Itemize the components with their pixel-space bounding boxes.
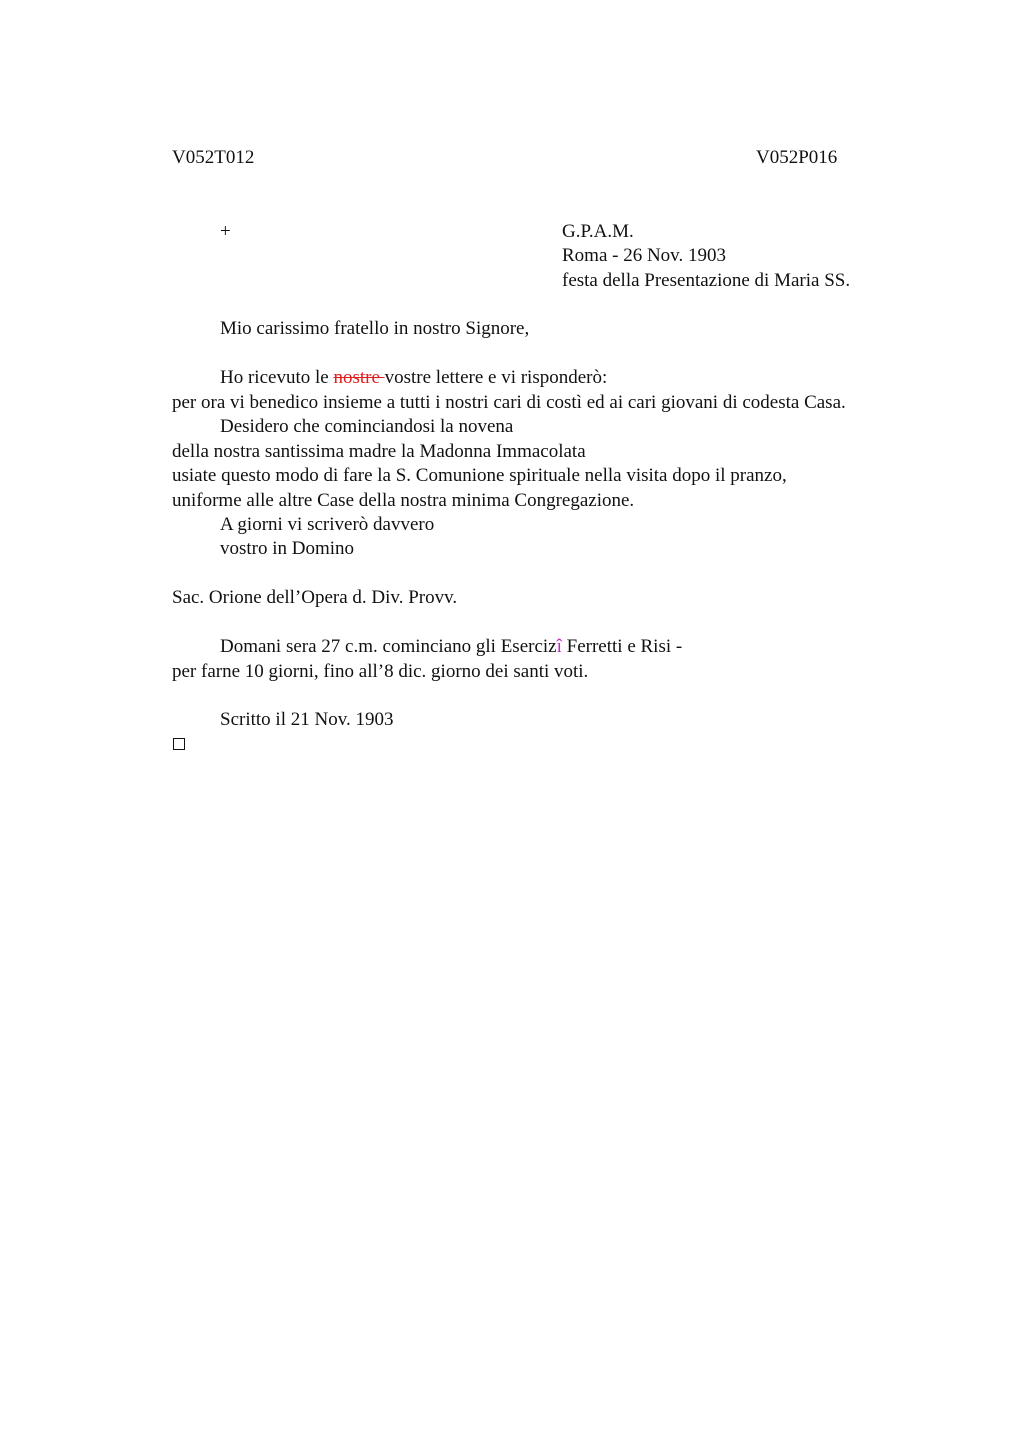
cross-mark: + xyxy=(220,221,231,242)
written-date: Scritto il 21 Nov. 1903 xyxy=(220,709,394,730)
signature: Sac. Orione dell’Opera d. Div. Provv. xyxy=(172,587,458,608)
paragraph-1-line-2: per ora vi benedico insieme a tutti i nostri cari di costì ed ai cari giovani di codesta Casa. xyxy=(172,392,846,413)
paragraph-1-start: Ho ricevuto le xyxy=(220,367,334,388)
postscript-end: Ferretti e Risi - xyxy=(561,636,683,657)
postscript-start: Domani sera 27 c.m. cominciano gli Esercizî xyxy=(220,636,562,657)
paragraph-1-end: vostre lettere e vi risponderò: xyxy=(384,367,608,388)
paragraph-2-line-2: della nostra santissima madre la Madonna Immacolata xyxy=(172,441,586,462)
paragraph-2-line-3: usiate questo modo di fare la S. Comunione spirituale nella visita dopo il pranzo, xyxy=(172,465,787,486)
feast-line: festa della Presentazione di Maria SS. xyxy=(562,270,851,291)
postscript-line-2: per farne 10 giorni, fino all’8 dic. giorno dei santi voti. xyxy=(172,661,589,682)
deleted-word: nostre xyxy=(333,367,385,388)
postscript-line-1 xyxy=(220,635,682,659)
paragraph-2-line-4: uniforme alle altre Case della nostra minima Congregazione. xyxy=(172,490,635,511)
place-date: Roma - 26 Nov. 1903 xyxy=(562,245,726,266)
accent-mark: î xyxy=(556,636,562,657)
paragraph-2-line-1: Desidero che cominciandosi la novena xyxy=(220,416,514,437)
gpam-heading: G.P.A.M. xyxy=(562,221,634,242)
document-code-left: V052T012 xyxy=(172,147,255,168)
paragraph-3-line-1: A giorni vi scriverò davvero xyxy=(220,514,435,535)
salutation: Mio carissimo fratello in nostro Signore, xyxy=(220,318,530,339)
paragraph-1-line-1 xyxy=(220,366,607,390)
end-box-marker xyxy=(173,738,185,750)
closing: vostro in Domino xyxy=(220,538,355,559)
document-code-right: V052P016 xyxy=(756,147,838,168)
